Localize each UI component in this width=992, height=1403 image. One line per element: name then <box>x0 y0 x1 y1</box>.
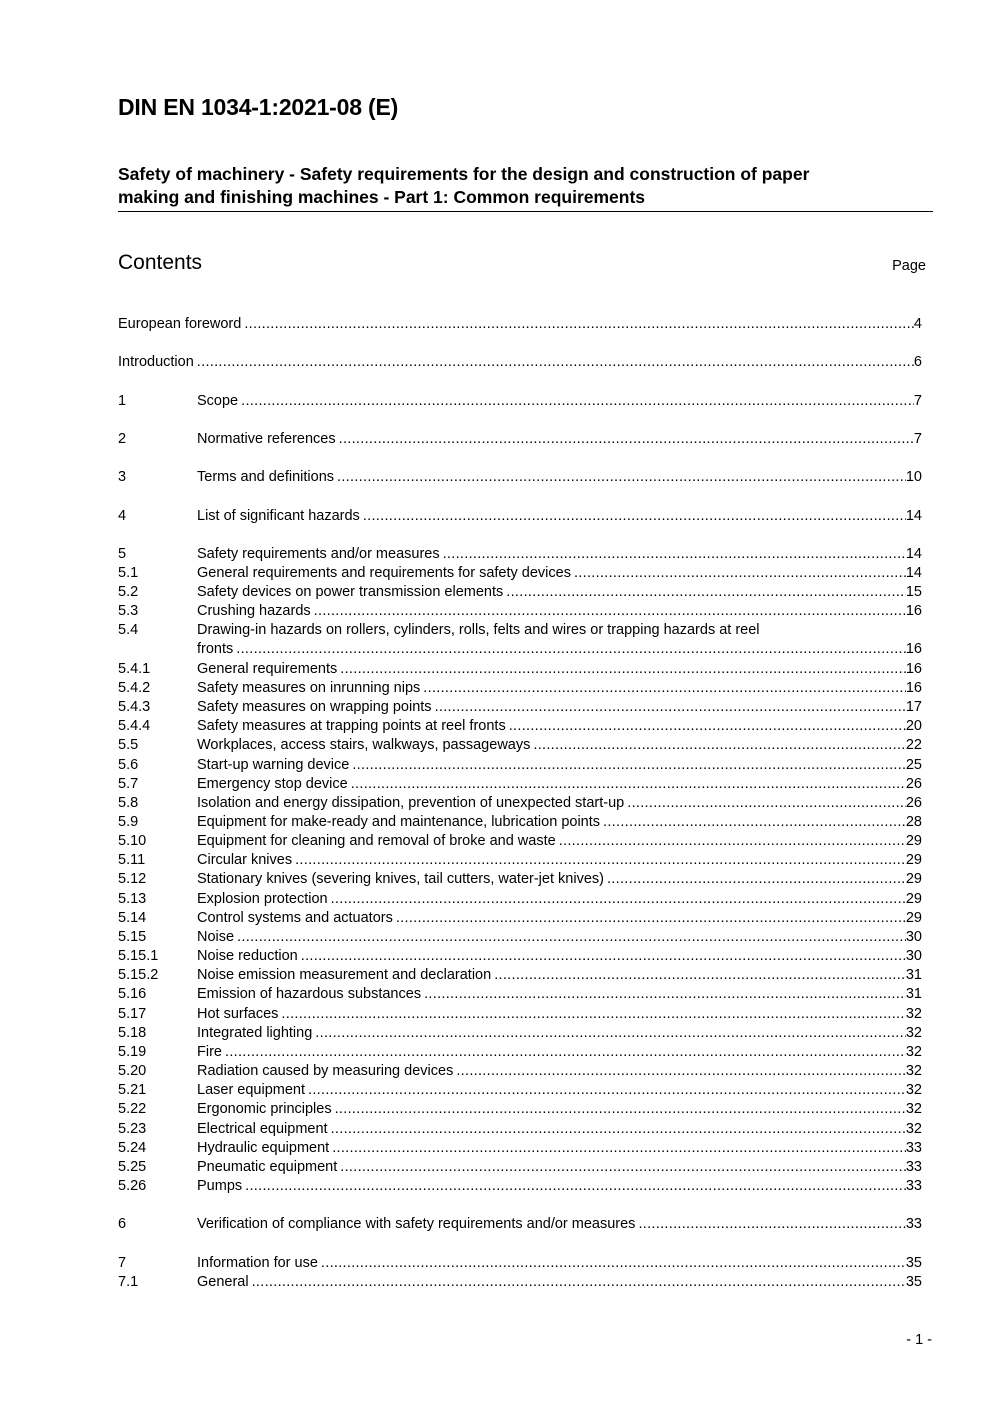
toc-entry-line <box>197 1215 922 1234</box>
toc-entry-number: 5.5 <box>118 737 139 753</box>
toc-entry[interactable] <box>118 985 922 1004</box>
toc-entry-line <box>197 1158 922 1177</box>
toc-leader-dots <box>315 1024 906 1043</box>
toc-entry-number: 5.10 <box>118 833 147 849</box>
toc-entry-title: General requirements <box>197 661 338 677</box>
toc-entry-page: 33 <box>905 1216 922 1232</box>
toc-entry-page: 29 <box>905 833 922 849</box>
toc-entry-title: Integrated lighting <box>197 1025 313 1041</box>
page-column-label: Page <box>892 258 926 274</box>
toc-entry-line <box>197 756 922 775</box>
toc-entry[interactable] <box>118 947 922 966</box>
toc-entry[interactable] <box>118 679 922 698</box>
toc-entry-title: Stationary knives (severing knives, tail cutters, water-jet knives) <box>197 871 604 887</box>
toc-entry-line <box>197 545 922 564</box>
toc-entry[interactable] <box>118 870 922 889</box>
toc-entry[interactable] <box>118 430 922 449</box>
toc-entry-number: 5.12 <box>118 871 147 887</box>
toc-leader-dots <box>241 392 914 411</box>
toc-entry-number: 5.4.2 <box>118 680 151 696</box>
toc-entry[interactable] <box>118 1081 922 1100</box>
toc-entry[interactable] <box>118 794 922 813</box>
toc-entry-number: 5.19 <box>118 1044 147 1060</box>
toc-entry[interactable] <box>118 890 922 909</box>
toc-entry-page: 32 <box>905 1006 922 1022</box>
toc-entry[interactable] <box>118 353 922 372</box>
toc-entry-number: 3 <box>118 469 127 485</box>
toc-entry-page: 17 <box>905 699 922 715</box>
toc-leader-dots <box>443 545 906 564</box>
toc-leader-dots <box>225 1043 906 1062</box>
toc-entry-number: 5.1 <box>118 565 139 581</box>
toc-entry-page: 33 <box>905 1140 922 1156</box>
toc-leader-dots <box>339 430 914 449</box>
toc-entry-line <box>197 947 922 966</box>
toc-leader-dots <box>252 1273 906 1292</box>
toc-entry-page: 32 <box>905 1082 922 1098</box>
toc-entry-line <box>197 985 922 1004</box>
toc-leader-dots <box>308 1081 906 1100</box>
toc-entry-number: 5.4.1 <box>118 661 151 677</box>
toc-leader-dots <box>244 315 914 334</box>
toc-entry-number: 5.4.4 <box>118 718 151 734</box>
toc-entry-number: 5.8 <box>118 795 139 811</box>
toc-entry[interactable] <box>118 1273 922 1292</box>
toc-entry-page: 35 <box>905 1255 922 1271</box>
toc-entry-title: Scope <box>197 393 239 409</box>
toc-entry[interactable] <box>118 1043 922 1062</box>
toc-entry-title: Ergonomic principles <box>197 1101 332 1117</box>
toc-entry-page: 20 <box>905 718 922 734</box>
toc-entry[interactable] <box>118 1158 922 1177</box>
toc-entry-line <box>197 1177 922 1196</box>
toc-entry-line <box>197 507 922 526</box>
toc-entry-title: Noise <box>197 929 235 945</box>
toc-leader-dots <box>295 851 906 870</box>
toc-entry-title: Terms and definitions <box>197 469 335 485</box>
toc-leader-dots <box>197 353 914 372</box>
toc-leader-dots <box>335 1100 906 1119</box>
toc-entry-number: 5.25 <box>118 1159 147 1175</box>
toc-entry-page: 6 <box>913 354 922 370</box>
toc-leader-dots <box>627 794 906 813</box>
toc-entry-page: 30 <box>905 948 922 964</box>
toc-entry-line <box>197 392 922 411</box>
toc-entry-title: List of significant hazards <box>197 508 360 524</box>
toc-entry-title: General requirements and requirements for safety devices <box>197 565 571 581</box>
toc-entry-continuation <box>197 640 922 659</box>
toc-entry-line <box>197 813 922 832</box>
toc-entry-number: 7.1 <box>118 1274 139 1290</box>
toc-entry[interactable] <box>118 1062 922 1081</box>
toc-entry[interactable] <box>118 756 922 775</box>
toc-entry-line <box>197 679 922 698</box>
toc-entry-line <box>197 928 922 947</box>
toc-leader-dots <box>363 507 906 526</box>
toc-entry-title: Laser equipment <box>197 1082 306 1098</box>
toc-entry-page: 14 <box>905 508 922 524</box>
toc-leader-dots <box>424 985 906 1004</box>
toc-entry[interactable] <box>118 1024 922 1043</box>
toc-entry-page: 32 <box>905 1044 922 1060</box>
toc-entry-page: 29 <box>905 910 922 926</box>
toc-entry-title: Safety measures on inrunning nips <box>197 680 421 696</box>
toc-entry-number: 5.7 <box>118 776 139 792</box>
toc-entry-page: 16 <box>905 680 922 696</box>
toc-entry-page: 25 <box>905 757 922 773</box>
toc-entry-line <box>118 315 922 334</box>
toc-entry-page: 16 <box>905 661 922 677</box>
toc-entry-number: 6 <box>118 1216 127 1232</box>
toc-entry[interactable] <box>118 315 922 334</box>
toc-entry[interactable] <box>118 468 922 487</box>
toc-entry[interactable] <box>118 621 922 657</box>
toc-leader-dots <box>340 660 906 679</box>
toc-leader-dots <box>236 640 906 659</box>
toc-leader-dots <box>574 564 906 583</box>
toc-leader-dots <box>494 966 906 985</box>
toc-leader-dots <box>506 583 906 602</box>
toc-leader-dots <box>352 756 906 775</box>
toc-entry-title: Information for use <box>197 1255 318 1271</box>
toc-entry-line <box>197 794 922 813</box>
toc-leader-dots <box>331 890 906 909</box>
toc-leader-dots <box>331 1120 906 1139</box>
toc-leader-dots <box>301 947 906 966</box>
toc-entry-line <box>197 698 922 717</box>
toc-entry-line <box>197 851 922 870</box>
toc-entry-number: 5.4.3 <box>118 699 151 715</box>
toc-entry-title: Emission of hazardous substances <box>197 986 422 1002</box>
toc-entry-page: 33 <box>905 1178 922 1194</box>
toc-entry-title: Start-up warning device <box>197 757 350 773</box>
toc-leader-dots <box>603 813 906 832</box>
document-title <box>118 163 933 212</box>
toc-leader-dots <box>332 1139 906 1158</box>
toc-entry-number: 5.24 <box>118 1140 147 1156</box>
toc-leader-dots <box>351 775 906 794</box>
toc-entry[interactable] <box>118 775 922 794</box>
toc-entry[interactable] <box>118 1100 922 1119</box>
toc-entry[interactable] <box>118 966 922 985</box>
document-title-line-1: Safety of machinery - Safety requirements for the design and construction of paper <box>118 164 810 184</box>
toc-entry-title: Safety measures at trapping points at reel fronts <box>197 718 506 734</box>
toc-entry[interactable] <box>118 832 922 851</box>
toc-entry-number: 5.3 <box>118 603 139 619</box>
toc-entry-title: European foreword <box>118 316 242 332</box>
toc-entry-number: 5.13 <box>118 891 147 907</box>
toc-entry-page: 32 <box>905 1025 922 1041</box>
toc-entry-title: Explosion protection <box>197 891 328 907</box>
toc-entry-page: 33 <box>905 1159 922 1175</box>
toc-leader-dots <box>638 1215 905 1234</box>
toc-entry-title: Drawing-in hazards on rollers, cylinders, rolls, felts and wires or trapping hazards at reel <box>197 622 760 638</box>
toc-entry[interactable] <box>118 392 922 411</box>
toc-entry-page: 26 <box>905 776 922 792</box>
toc-entry[interactable] <box>118 736 922 755</box>
toc-entry-number: 5.15 <box>118 929 147 945</box>
toc-entry-page: 14 <box>905 565 922 581</box>
toc-entry-title: Control systems and actuators <box>197 910 393 926</box>
toc-entry-line <box>197 660 922 679</box>
toc-entry-line <box>197 430 922 449</box>
toc-entry-page: 26 <box>905 795 922 811</box>
document-title-line-2: making and finishing machines - Part 1: Common requirements <box>118 187 646 207</box>
toc-entry[interactable] <box>118 928 922 947</box>
toc-entry[interactable] <box>118 1215 922 1234</box>
toc-entry[interactable] <box>118 1254 922 1273</box>
toc-entry-line <box>197 890 922 909</box>
toc-leader-dots <box>281 1005 905 1024</box>
toc-entry-number: 5.9 <box>118 814 139 830</box>
toc-entry-title: Noise emission measurement and declaration <box>197 967 492 983</box>
toc-entry-line <box>118 353 922 372</box>
toc-entry-title: Workplaces, access stairs, walkways, passageways <box>197 737 531 753</box>
toc-entry-page: 15 <box>905 584 922 600</box>
toc-entry-title: Safety devices on power transmission elements <box>197 584 504 600</box>
toc-entry-title: Pumps <box>197 1178 243 1194</box>
toc-entry-page: 4 <box>913 316 922 332</box>
toc-entry[interactable] <box>118 660 922 679</box>
toc-entry-number: 5.15.1 <box>118 948 159 964</box>
toc-leader-dots <box>245 1177 906 1196</box>
toc-entry-title: Radiation caused by measuring devices <box>197 1063 454 1079</box>
toc-entry-title: Introduction <box>118 354 194 370</box>
contents-heading: Contents <box>118 251 203 274</box>
toc-entry-number: 5.21 <box>118 1082 147 1098</box>
toc-leader-dots <box>423 679 906 698</box>
toc-entry-page: 29 <box>905 871 922 887</box>
toc-entry-number: 5.14 <box>118 910 147 926</box>
toc-entry[interactable] <box>118 698 922 717</box>
toc-entry-title: Emergency stop device <box>197 776 348 792</box>
toc-leader-dots <box>314 602 906 621</box>
toc-entry-number: 5.20 <box>118 1063 147 1079</box>
toc-entry[interactable] <box>118 602 922 621</box>
toc-entry-title: Hydraulic equipment <box>197 1140 330 1156</box>
toc-entry-line <box>197 1273 922 1292</box>
toc-entry-line <box>197 1120 922 1139</box>
toc-entry-line <box>197 602 922 621</box>
toc-entry-page: 14 <box>905 546 922 562</box>
toc-entry-title: Circular knives <box>197 852 293 868</box>
toc-entry-title: Normative references <box>197 431 336 447</box>
toc-entry-title: Pneumatic equipment <box>197 1159 338 1175</box>
toc-entry-line <box>197 1081 922 1100</box>
toc-entry-page: 10 <box>905 469 922 485</box>
toc-entry-line <box>197 583 922 602</box>
toc-entry-number: 4 <box>118 508 127 524</box>
toc-entry[interactable] <box>118 1177 922 1196</box>
toc-entry[interactable] <box>118 1120 922 1139</box>
toc-leader-dots <box>340 1158 906 1177</box>
toc-leader-dots <box>509 717 906 736</box>
toc-entry-number: 5.11 <box>118 852 146 868</box>
toc-entry-line <box>197 775 922 794</box>
toc-entry-page: 28 <box>905 814 922 830</box>
toc-entry-page: 16 <box>905 641 922 657</box>
toc-entry-title: Electrical equipment <box>197 1121 328 1137</box>
toc-entry[interactable] <box>118 507 922 526</box>
toc-leader-dots <box>337 468 906 487</box>
toc-leader-dots <box>396 909 906 928</box>
toc-entry-title: Noise reduction <box>197 948 298 964</box>
toc-leader-dots <box>237 928 906 947</box>
toc-entry-number: 5.23 <box>118 1121 147 1137</box>
document-id: DIN EN 1034-1:2021-08 (E) <box>118 94 399 120</box>
toc-entry-number: 5.26 <box>118 1178 147 1194</box>
toc-entry-title: Fire <box>197 1044 222 1060</box>
toc-entry[interactable] <box>118 583 922 602</box>
toc-entry-number: 5.18 <box>118 1025 147 1041</box>
toc-entry-page: 35 <box>905 1274 922 1290</box>
toc-entry-title: Safety measures on wrapping points <box>197 699 432 715</box>
toc-entry-number: 5 <box>118 546 127 562</box>
toc-leader-dots <box>456 1062 906 1081</box>
toc-entry[interactable] <box>118 545 922 564</box>
toc-entry-number: 1 <box>118 393 127 409</box>
toc-entry-title: Verification of compliance with safety requirements and/or measures <box>197 1216 636 1232</box>
toc-entry-line <box>197 1254 922 1273</box>
toc-entry-title: Hot surfaces <box>197 1006 279 1022</box>
toc-entry-line <box>197 468 922 487</box>
toc-entry-page: 29 <box>905 891 922 907</box>
toc-entry[interactable] <box>118 813 922 832</box>
toc-entry-line <box>197 564 922 583</box>
page-number: - 1 - <box>906 1332 932 1348</box>
toc-entry-number: 5.2 <box>118 584 139 600</box>
toc-leader-dots <box>321 1254 906 1273</box>
toc-entry-page: 31 <box>905 986 922 1002</box>
toc-entry-line <box>197 717 922 736</box>
toc-entry[interactable] <box>118 564 922 583</box>
toc-entry-number: 5.15.2 <box>118 967 159 983</box>
toc-entry-title: Isolation and energy dissipation, prevention of unexpected start-up <box>197 795 625 811</box>
toc-entry-number: 5.6 <box>118 757 139 773</box>
toc-entry-number: 5.16 <box>118 986 147 1002</box>
toc-entry-title: General <box>197 1274 249 1290</box>
toc-entry-line <box>197 1062 922 1081</box>
toc-entry-page: 32 <box>905 1063 922 1079</box>
toc-entry-number: 5.4 <box>118 622 139 638</box>
toc-entry-line <box>197 832 922 851</box>
toc-leader-dots <box>435 698 906 717</box>
toc-entry-line <box>197 1024 922 1043</box>
toc-entry-line <box>197 1043 922 1062</box>
toc-entry-number: 5.17 <box>118 1006 147 1022</box>
toc-entry-title: Safety requirements and/or measures <box>197 546 440 562</box>
toc-entry-page: 7 <box>913 393 922 409</box>
toc-entry-line <box>197 870 922 889</box>
toc-entry-number: 7 <box>118 1255 127 1271</box>
toc-entry-page: 16 <box>905 603 922 619</box>
toc-entry-title: Crushing hazards <box>197 603 311 619</box>
toc-entry-page: 22 <box>905 737 922 753</box>
toc-entry-page: 30 <box>905 929 922 945</box>
toc-entry[interactable] <box>118 851 922 870</box>
toc-leader-dots <box>559 832 906 851</box>
toc-entry-title-continuation: fronts <box>197 641 234 657</box>
toc-entry-line <box>197 909 922 928</box>
toc-entry-line <box>197 1005 922 1024</box>
toc-entry-line <box>197 1100 922 1119</box>
toc-entry-title: Equipment for make-ready and maintenance, lubrication points <box>197 814 601 830</box>
toc-entry[interactable] <box>118 909 922 928</box>
toc-entry-page: 29 <box>905 852 922 868</box>
toc-entry-title: Equipment for cleaning and removal of broke and waste <box>197 833 556 849</box>
toc-leader-dots <box>607 870 906 889</box>
toc-entry-page: 31 <box>905 967 922 983</box>
toc-entry-line <box>197 1139 922 1158</box>
toc-entry-line <box>197 736 922 755</box>
toc-leader-dots <box>533 736 906 755</box>
toc-entry-page: 7 <box>913 431 922 447</box>
toc-entry-number: 2 <box>118 431 127 447</box>
toc-entry-number: 5.22 <box>118 1101 147 1117</box>
toc-entry[interactable] <box>118 717 922 736</box>
toc-entry-page: 32 <box>905 1121 922 1137</box>
toc-entry[interactable] <box>118 1005 922 1024</box>
toc-entry-page: 32 <box>905 1101 922 1117</box>
toc-entry-line <box>197 966 922 985</box>
toc-entry[interactable] <box>118 1139 922 1158</box>
